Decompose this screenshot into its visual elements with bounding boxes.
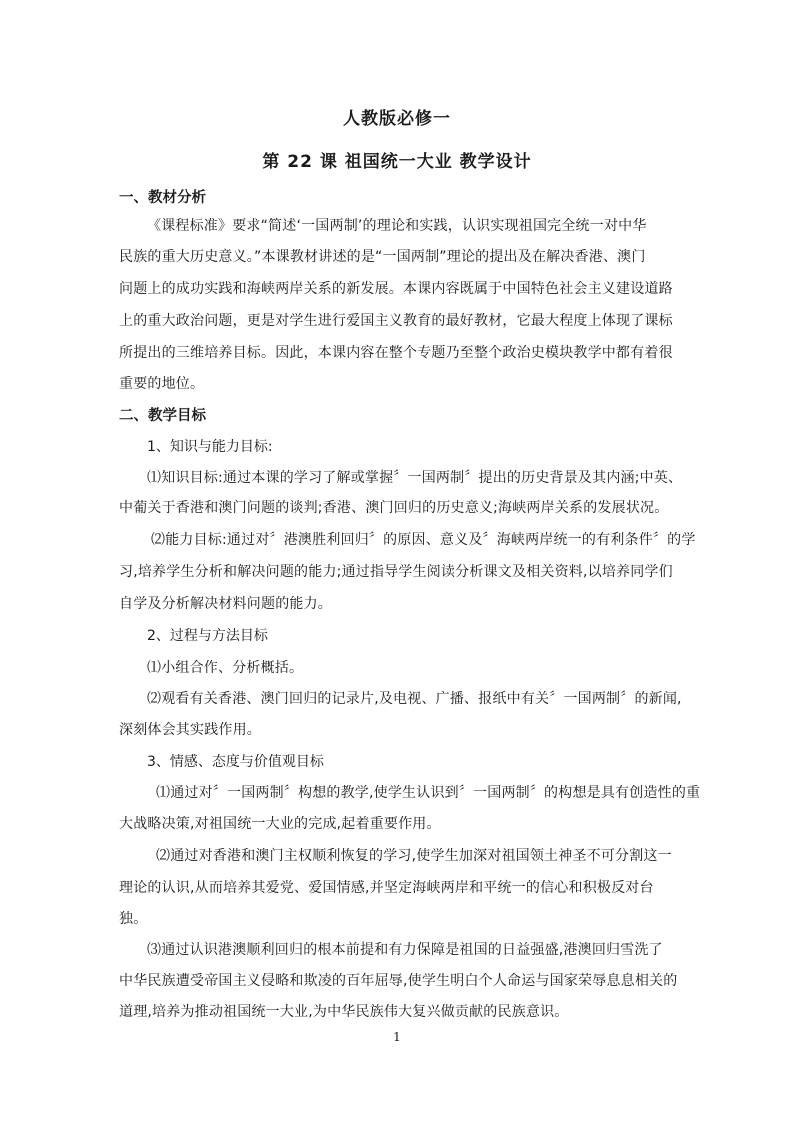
paragraph-line: 民族的重大历史意义。”本课教材讲述的是“一国两制”理论的提出及在解决香港、澳门 [119,249,646,265]
paragraph-line: 自学及分析解决材料问题的能力。 [119,596,332,612]
paragraph-line: ⑴小组合作、分析概括。 [147,660,304,676]
paragraph-line: 道理,培养为推动祖国统一大业,为中华民族伟大复兴做贡献的民族意识。 [119,1004,569,1020]
paragraph-line: 独。 [119,911,148,927]
section-heading-teaching-goals: 二、教学目标 [119,408,206,424]
goal-title-emotion: 3、情感、态度与价值观目标 [147,754,324,770]
paragraph-line: ⑵能力目标:通过对〞港澳胜利回归〞的原因、意义及〞海峡两岸统一的有利条件〞的学 [151,532,696,548]
paragraph-line: 所提出的三维培养目标。因此，本课内容在整个专题乃至整个政治史模块教学中都有着很 [119,345,673,361]
doc-title-lesson: 第 22 课 祖国统一大业 教学设计 [262,152,532,172]
paragraph-line: 习,培养学生分析和解决问题的能力;通过指导学生阅读分析课文及相关资料,以培养同学们 [119,564,673,580]
goal-title-process: 2、过程与方法目标 [147,628,268,644]
page-number: 1 [393,1030,401,1044]
paragraph-line: 中华民族遭受帝国主义侵略和欺凌的百年屈辱,使学生明白个人命运与国家荣辱息息相关的 [119,973,678,989]
paragraph-line: 大战略决策,对祖国统一大业的完成,起着重要作用。 [119,816,441,832]
paragraph-line: 问题上的成功实践和海峡两岸关系的新发展。本课内容既属于中国特色社会主义建设道路 [119,281,673,297]
doc-title-edition: 人教版必修一 [343,109,451,129]
paragraph-line: ⑴知识目标:通过本课的学习了解或掌握〞一国两制〞提出的历史背景及其内涵;中英、 [147,470,683,486]
paragraph-line: 《课程标准》要求“简述‘一国两制’的理论和实践，认识实现祖国完全统一对中华 [147,218,647,234]
paragraph-line: 上的重大政治问题，更是对学生进行爱国主义教育的最好教材，它最大程度上体现了课标 [119,313,673,329]
paragraph-line: 理论的认识,从而培养其爱党、爱国情感,并坚定海峡两岸和平统一的信心和积极反对台 [119,880,654,896]
paragraph-line: 重要的地位。 [119,376,205,392]
paragraph-line: 深刻体会其实践作用。 [119,722,261,738]
paragraph-line: ⑵观看有关香港、澳门回归的记录片,及电视、广播、报纸中有关〞一国两制〞的新闻, [147,691,682,707]
paragraph-line: ⑵通过对香港和澳门主权顺利恢复的学习,使学生加深对祖国领土神圣不可分割这一 [156,848,672,864]
goal-title-knowledge: 1、知识与能力目标: [147,439,273,455]
paragraph-line: 中葡关于香港和澳门问题的谈判;香港、澳门回归的历史意义;海峡两岸关系的发展状况。 [119,500,669,516]
paragraph-line: ⑶通过认识港澳顺利回归的根本前提和有力保障是祖国的日益强盛,港澳回归雪洗了 [147,942,663,958]
paragraph-line: ⑴通过对〞一国两制〞构想的教学,使学生认识到〞一国两制〞的构想是具有创造性的重 [156,785,701,801]
section-heading-textbook-analysis: 一、教材分析 [119,190,206,206]
